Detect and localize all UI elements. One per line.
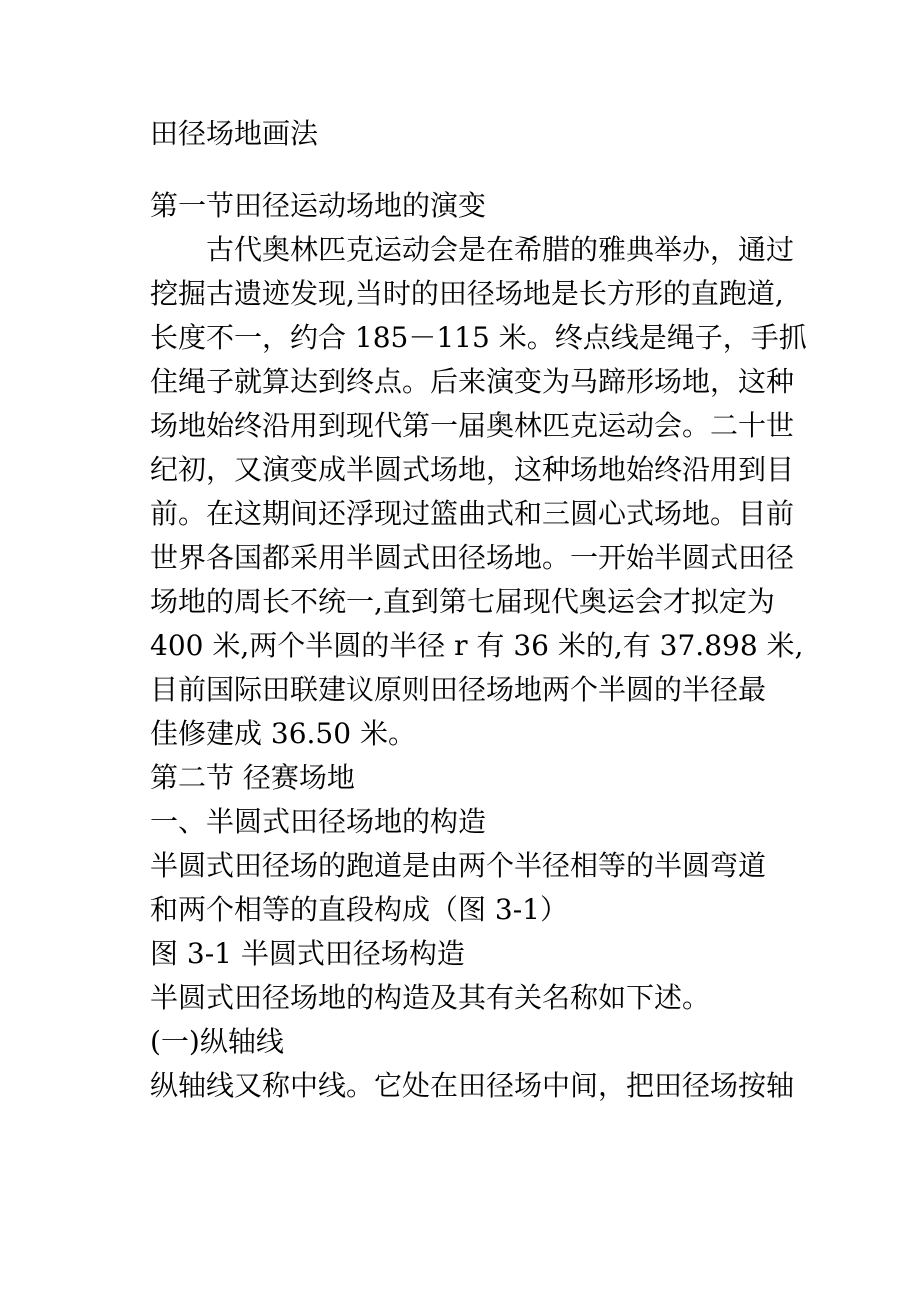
section-2-heading: 第二节 径赛场地 — [150, 761, 355, 794]
paragraph-line: 长度不一，约合 185－115 米。终点线是绳子，手抓 — [150, 321, 807, 354]
paragraph-line: 纪初，又演变成半圆式场地，这种场地始终沿用到目 — [150, 453, 795, 486]
section-1-heading: 第一节田径运动场地的演变 — [150, 189, 487, 222]
paragraph-line: 400 米,两个半圆的半径 r 有 36 米的,有 37.898 米, — [150, 629, 804, 662]
section-1-paragraph — [150, 228, 810, 756]
subsection-1-paragraph — [150, 844, 810, 932]
paragraph-line: 和两个相等的直段构成（图 3-1） — [150, 893, 568, 926]
paragraph-line: 挖掘古遗迹发现,当时的田径场地是长方形的直跑道, — [150, 277, 784, 310]
subsection-1-heading: 一、半圆式田径场地的构造 — [150, 805, 487, 838]
document-page — [150, 112, 810, 1108]
intro-line: 半圆式田径场地的构造及其有关名称如下述。 — [150, 981, 711, 1014]
item-1-heading: (一)纵轴线 — [150, 1025, 284, 1058]
paragraph-line: 场地的周长不统一,直到第七届现代奥运会才拟定为 — [150, 585, 775, 618]
paragraph-line: 古代奥林匹克运动会是在希腊的雅典举办，通过 — [206, 233, 795, 266]
paragraph-line: 场地始终沿用到现代第一届奥林匹克运动会。二十世 — [150, 409, 795, 442]
paragraph-line: 佳修建成 36.50 米。 — [150, 717, 416, 750]
paragraph-line: 前。在这期间还浮现过篮曲式和三圆心式场地。目前 — [150, 497, 795, 530]
figure-caption: 图 3-1 半圆式田径场构造 — [150, 937, 465, 970]
paragraph-line: 世界各国都采用半圆式田径场地。一开始半圆式田径 — [150, 541, 795, 574]
paragraph-line: 住绳子就算达到终点。后来演变为马蹄形场地，这种 — [150, 365, 795, 398]
paragraph-line: 半圆式田径场的跑道是由两个半径相等的半圆弯道 — [150, 849, 767, 882]
paragraph-line: 目前国际田联建议原则田径场地两个半圆的半径最 — [150, 673, 767, 706]
document-title: 田径场地画法 — [150, 117, 319, 150]
item-1-line: 纵轴线又称中线。它处在田径场中间，把田径场按轴 — [150, 1069, 795, 1102]
